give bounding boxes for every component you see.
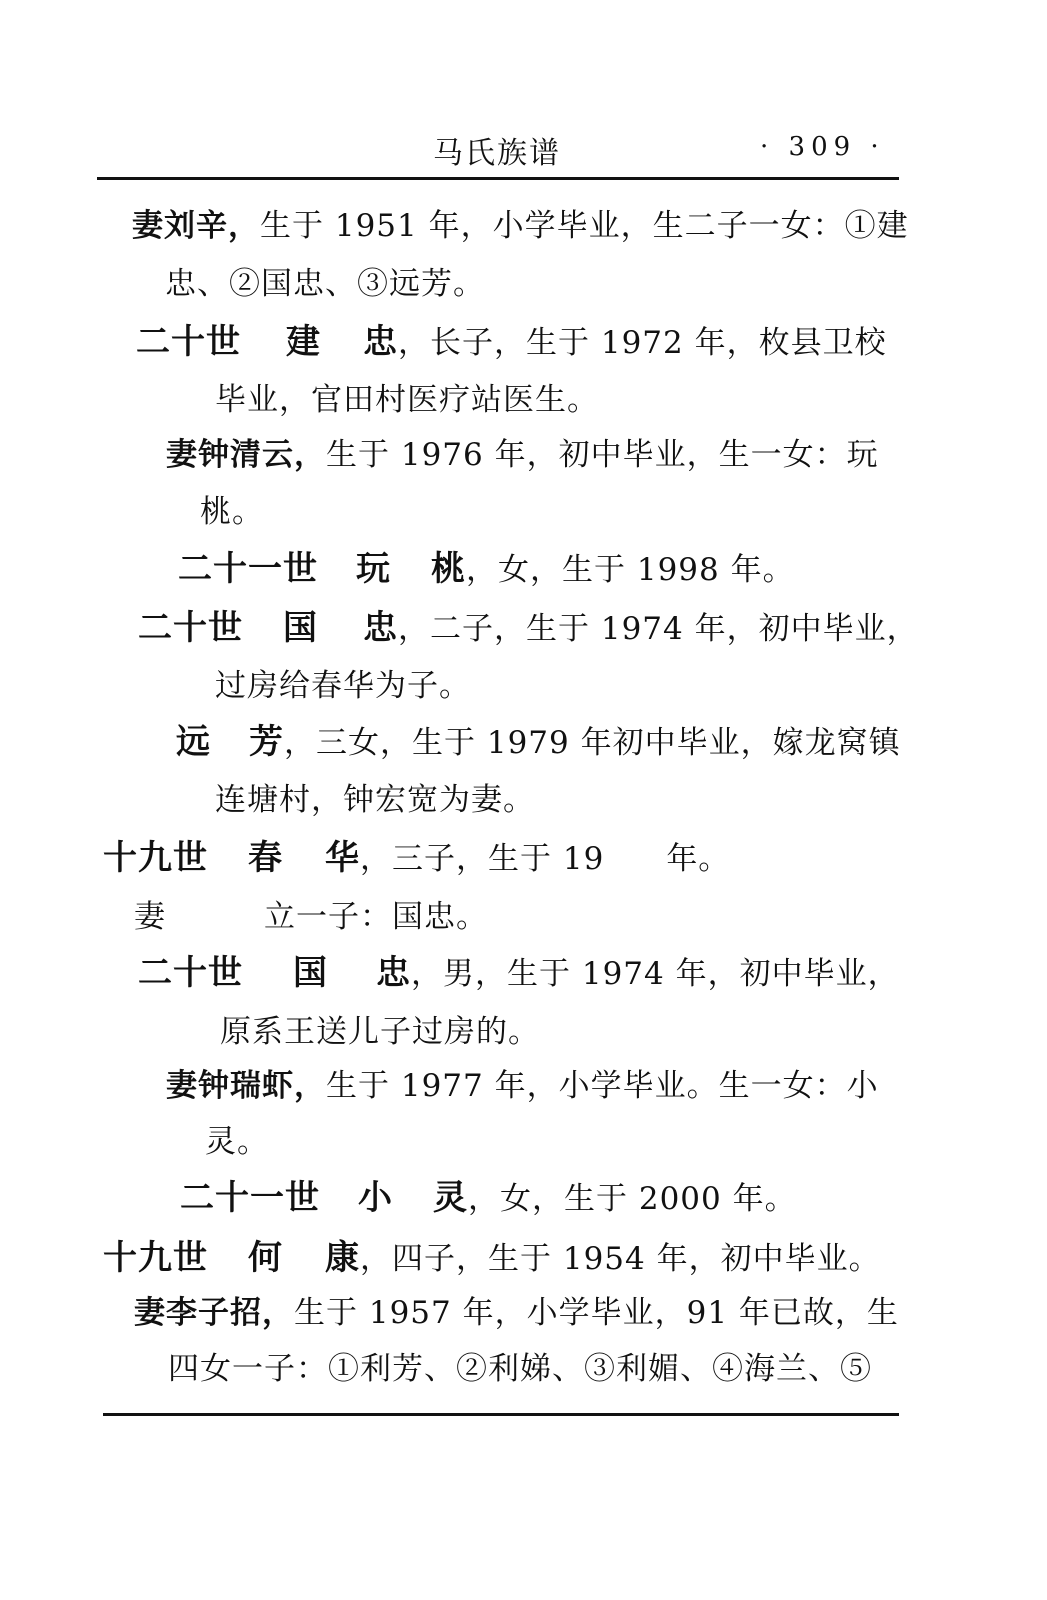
entry-text: ，男，生于 1974 年，初中毕业，	[411, 956, 900, 992]
footer-rule	[103, 1413, 899, 1416]
genealogy-line	[103, 1238, 881, 1279]
entry-text: 过房给春华为子。	[215, 668, 471, 704]
genealogy-line	[166, 435, 879, 475]
genealogy-line	[166, 1066, 879, 1106]
genealogy-line	[215, 666, 471, 706]
entry-text: 毕业，官田村医疗站医生。	[215, 382, 599, 418]
generation-label: 十九世	[103, 838, 208, 878]
generation-label: 二十世	[138, 608, 243, 648]
genealogy-line	[138, 953, 900, 994]
entry-text: 生于 1976 年，初中毕业，生一女：玩	[326, 437, 879, 473]
entry-text: 立一子：国忠。	[264, 899, 488, 935]
generation-label: 二十世	[136, 322, 241, 362]
person-name-char: 小	[358, 1178, 393, 1218]
generation-label: 二十一世	[178, 549, 318, 589]
person-name-char: 桃	[431, 549, 466, 589]
entry-text: 妻	[134, 899, 166, 935]
person-name-char: 华	[325, 838, 360, 878]
person-name-char: 芳	[249, 722, 284, 762]
genealogy-line	[134, 897, 488, 937]
genealogy-line	[220, 1012, 540, 1052]
person-name-char: 建	[286, 322, 321, 362]
genealogy-line	[138, 608, 919, 649]
genealogy-line	[103, 838, 730, 879]
spouse-name: 妻刘辛，	[132, 208, 260, 244]
genealogy-line	[134, 1293, 899, 1333]
entry-text: ，长子，生于 1972 年，枚县卫校	[398, 325, 887, 361]
spouse-name: 妻钟瑞虾，	[166, 1068, 326, 1104]
generation-label: 二十一世	[180, 1178, 320, 1218]
genealogy-line	[165, 264, 485, 304]
genealogy-line	[215, 380, 599, 420]
entry-text: ，女，生于 1998 年。	[466, 552, 795, 588]
genealogy-line	[168, 1349, 872, 1389]
genealogy-line	[132, 206, 909, 246]
entry-text: 桃。	[200, 494, 264, 530]
genealogy-line	[178, 549, 795, 590]
entry-text: 年。	[666, 841, 731, 877]
person-name-char: 忠	[363, 608, 398, 648]
spouse-name: 妻李子招，	[134, 1295, 294, 1331]
entry-text: ，三子，生于 19	[360, 841, 605, 877]
genealogy-line	[180, 1178, 797, 1219]
genealogy-line	[215, 780, 535, 820]
genealogy-line	[200, 492, 264, 532]
person-name-char: 国	[283, 608, 318, 648]
entry-text: ，三女，生于 1979 年初中毕业，嫁龙窝镇	[284, 725, 901, 761]
entry-text: 连塘村，钟宏宽为妻。	[215, 782, 535, 818]
genealogy-line	[176, 722, 901, 763]
entry-text: 生于 1951 年，小学毕业，生二子一女：①建	[260, 208, 909, 244]
genealogy-line	[205, 1122, 269, 1162]
entry-text: ，女，生于 2000 年。	[468, 1181, 797, 1217]
entry-text: 生于 1957 年，小学毕业，91 年已故，生	[294, 1295, 899, 1331]
running-title: 马氏族谱	[433, 136, 561, 171]
person-name-char: 远	[176, 722, 211, 762]
generation-label: 十九世	[103, 1238, 208, 1278]
entry-text: 原系王送儿子过房的。	[220, 1014, 540, 1050]
person-name-char: 康	[325, 1238, 360, 1278]
entry-text: ，四子，生于 1954 年，初中毕业。	[360, 1241, 881, 1277]
person-name-char: 何	[248, 1238, 283, 1278]
spouse-name: 妻钟清云，	[166, 437, 326, 473]
person-name-char: 春	[248, 838, 283, 878]
entry-text: 四女一子：①利芳、②利娣、③利媚、④海兰、⑤	[168, 1351, 872, 1387]
person-name-char: 忠	[376, 953, 411, 993]
page-number: · 309 ·	[760, 132, 885, 162]
person-name-char: 国	[293, 953, 328, 993]
entry-text: 灵。	[205, 1124, 269, 1160]
genealogy-line	[136, 322, 887, 363]
entry-text: ，二子，生于 1974 年，初中毕业，	[398, 611, 919, 647]
generation-label: 二十世	[138, 953, 243, 993]
person-name-char: 玩	[356, 549, 391, 589]
entry-text: 忠、②国忠、③远芳。	[165, 266, 485, 302]
header-rule	[97, 177, 899, 180]
person-name-char: 灵	[433, 1178, 468, 1218]
person-name-char: 忠	[363, 322, 398, 362]
entry-text: 生于 1977 年，小学毕业。生一女：小	[326, 1068, 879, 1104]
